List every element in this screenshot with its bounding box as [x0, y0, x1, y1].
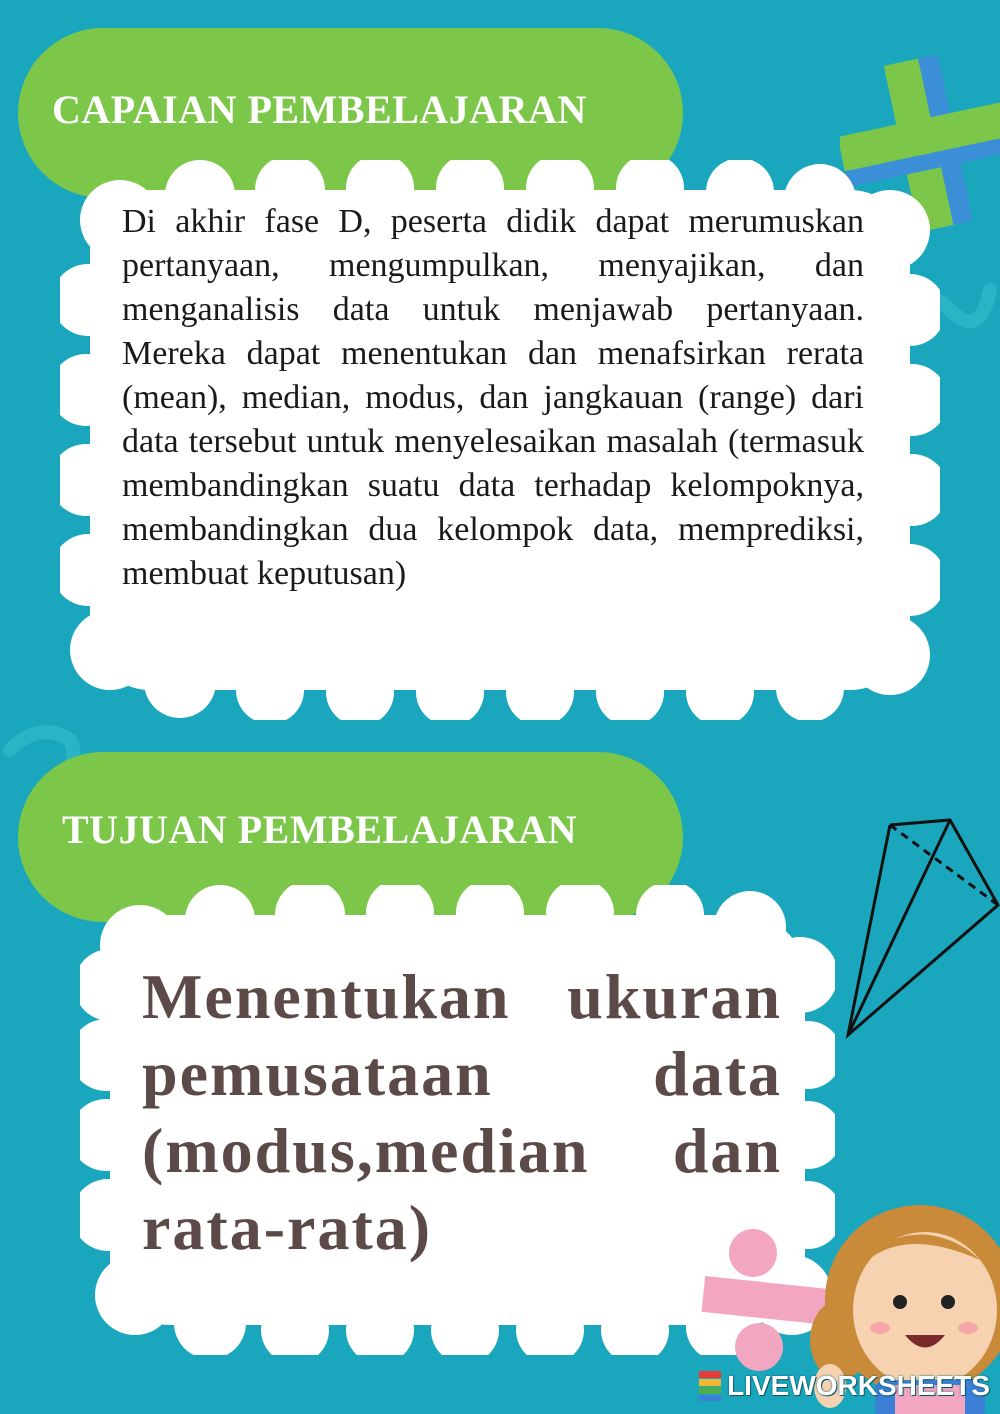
section1-title: CAPAIAN PEMBELAJARAN: [52, 87, 587, 132]
section2-title: TUJUAN PEMBELAJARAN: [62, 807, 578, 852]
pyramid-outline-icon: [840, 815, 1000, 1045]
liveworksheets-brand: LIVEWORKSHEETS: [727, 1370, 990, 1401]
section1-body: Di akhir fase D, peserta didik dapat merumuskan pertanyaan, mengumpulkan, menyajikan, dan menganalisis data untuk menjawab pertanyaan. Mereka dapat menentukan dan menafsirkan rerata (mean), median, modus, dan jangkauan (range) dari data tersebut untuk menyelesaikan masalah (termasuk membandingkan suatu data terhadap kelompoknya, membandingkan dua kelompok data, memprediksi, membuat keputusan): [122, 203, 864, 592]
liveworksheets-logo-icon: [699, 1371, 721, 1401]
liveworksheets-logo[interactable]: [699, 1366, 990, 1406]
section2-body: Menentukan ukuran pemusataan data (modus,median dan rata-rata): [142, 961, 782, 1263]
